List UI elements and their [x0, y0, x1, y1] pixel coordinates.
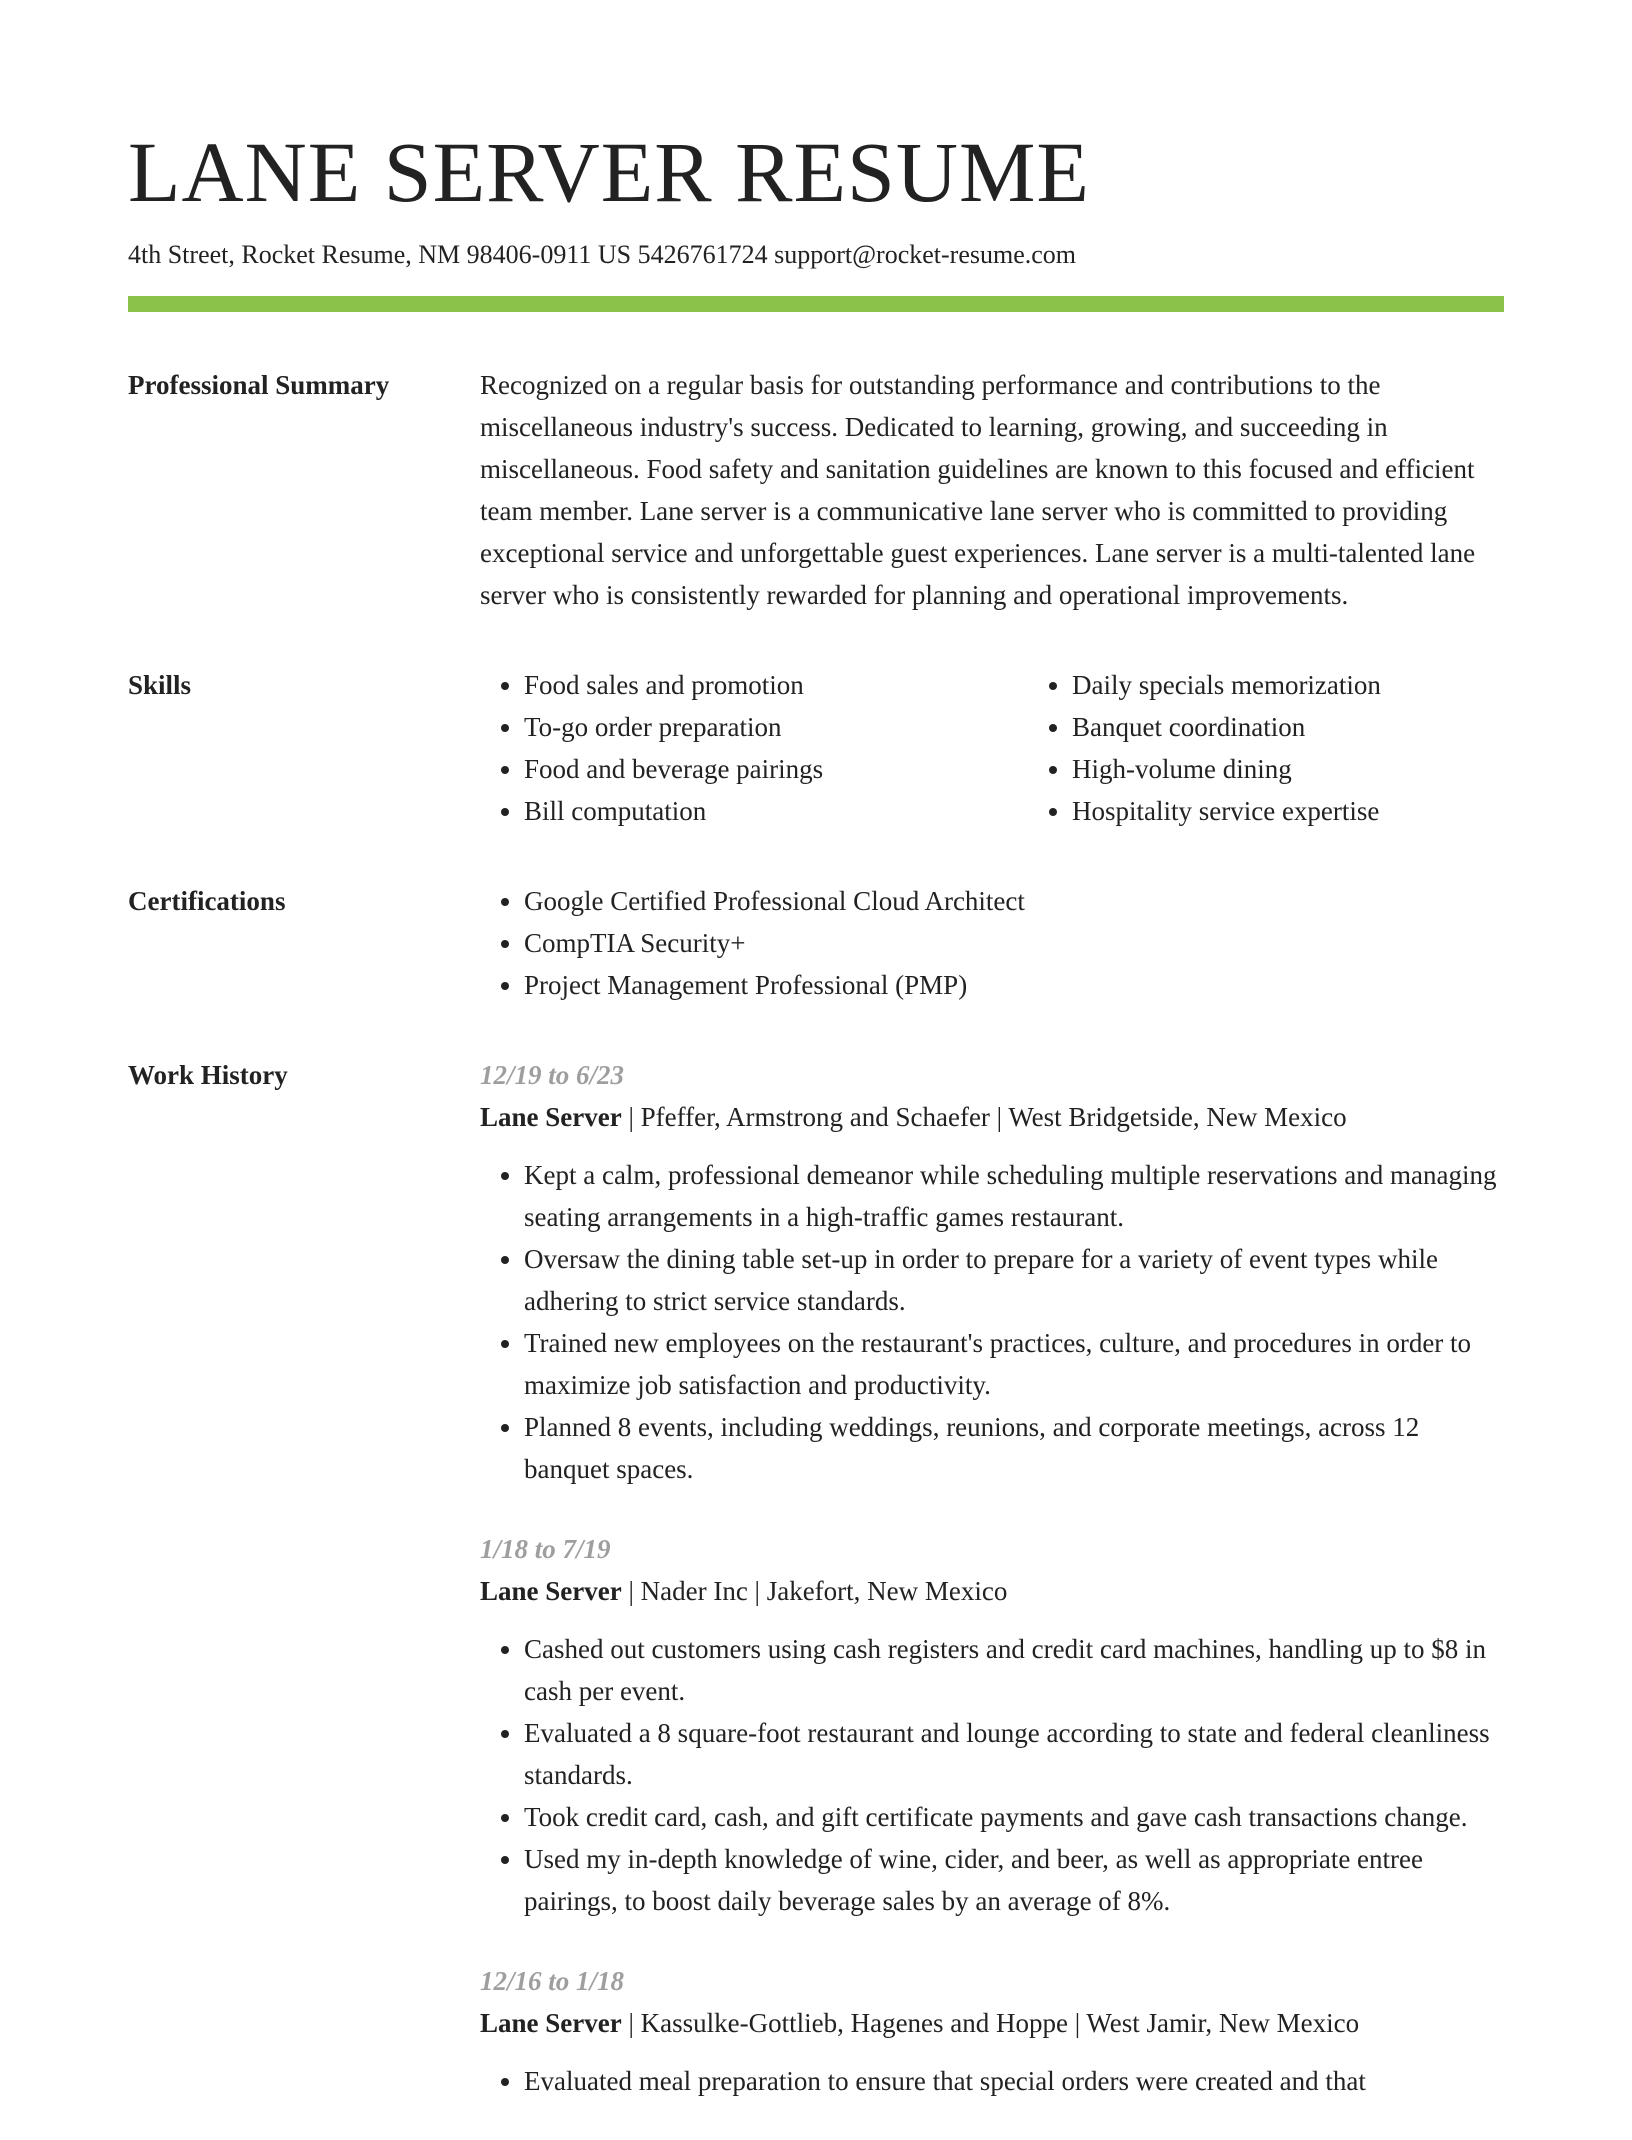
summary-text: Recognized on a regular basis for outstanding performance and contributions to the miscellaneous industry's success. Dedicated to learning, growing, and succeeding in miscellaneous. Food safety and sanitation guidelines are known to this focused and efficient team member. Lane server is a communicative lane server who is committed to providing exceptional service and unforgettable guest experiences. Lane server is a multi-talented lane server who is consistently rewarded for planning and operational improvements. — [480, 370, 1476, 610]
job-title-line — [480, 2002, 1504, 2044]
skill-item: • Daily specials memorization — [1072, 664, 1576, 706]
job-title: Lane Server — [480, 2008, 622, 2038]
job-title: Lane Server — [480, 1102, 622, 1132]
job-bullet: • Cashed out customers using cash registers and credit card machines, handling up to $8 in cash per event. — [524, 1628, 1504, 1712]
job-details: | Pfeffer, Armstrong and Schaefer | West Bridgetside, New Mexico — [621, 1102, 1347, 1132]
resume-page — [128, 0, 1504, 2140]
certification-item: • CompTIA Security+ — [524, 922, 1504, 964]
skill-item: • High-volume dining — [1072, 748, 1576, 790]
job-title-line — [480, 1096, 1504, 1138]
job-bullet: • Evaluated meal preparation to ensure that special orders were created and that — [524, 2060, 1504, 2102]
job-details: | Nader Inc | Jakefort, New Mexico — [621, 1576, 1008, 1606]
certifications-list — [480, 880, 1504, 1006]
certification-item: • Project Management Professional (PMP) — [524, 964, 1504, 1006]
job-bullets — [480, 1154, 1504, 1490]
skill-item: • Banquet coordination — [1072, 706, 1576, 748]
skills-list-right — [1028, 664, 1576, 832]
job-bullet: • Kept a calm, professional demeanor while scheduling multiple reservations and managing seating arrangements in a high-traffic games restaurant. — [524, 1154, 1504, 1238]
job-entry — [480, 1054, 1504, 1490]
section-label-work-history: Work History — [128, 1060, 288, 1090]
job-title: Lane Server — [480, 1576, 622, 1606]
skill-item: • Bill computation — [524, 790, 1028, 832]
job-entry — [480, 1528, 1504, 1922]
job-bullets — [480, 2060, 1504, 2102]
contact-info: 4th Street, Rocket Resume, NM 98406-0911 US 5426761724 support@rocket-resume.com — [128, 240, 1077, 269]
job-bullet: • Used my in-depth knowledge of wine, cider, and beer, as well as appropriate entree pairings, to boost daily beverage sales by an average of 8%. — [524, 1838, 1504, 1922]
job-dates: 12/19 to 6/23 — [480, 1060, 625, 1090]
header-divider — [128, 296, 1504, 312]
job-dates: 1/18 to 7/19 — [480, 1534, 611, 1564]
certifications-section — [128, 880, 1504, 1006]
skill-item: • Hospitality service expertise — [1072, 790, 1576, 832]
job-bullet: • Took credit card, cash, and gift certificate payments and gave cash transactions change. — [524, 1796, 1504, 1838]
work-history-section — [128, 1054, 1504, 2140]
skill-item: • Food sales and promotion — [524, 664, 1028, 706]
skill-item: • Food and beverage pairings — [524, 748, 1028, 790]
job-title-line — [480, 1570, 1504, 1612]
certification-item: • Google Certified Professional Cloud Architect — [524, 880, 1504, 922]
summary-section — [128, 364, 1504, 616]
job-bullet: • Oversaw the dining table set-up in order to prepare for a variety of event types while adhering to strict service standards. — [524, 1238, 1504, 1322]
job-bullets — [480, 1628, 1504, 1922]
section-label-summary: Professional Summary — [128, 370, 390, 400]
section-label-skills: Skills — [128, 670, 192, 700]
job-details: | Kassulke-Gottlieb, Hagenes and Hoppe | West Jamir, New Mexico — [621, 2008, 1360, 2038]
section-label-certifications: Certifications — [128, 886, 286, 916]
skills-list-left — [480, 664, 1028, 832]
skills-section — [128, 664, 1504, 832]
skill-item: • To-go order preparation — [524, 706, 1028, 748]
job-bullet: • Trained new employees on the restaurant's practices, culture, and procedures in order to maximize job satisfaction and productivity. — [524, 1322, 1504, 1406]
job-entry — [480, 1960, 1504, 2102]
resume-title: LANE SERVER RESUME — [128, 124, 1090, 220]
job-bullet: • Evaluated a 8 square-foot restaurant and lounge according to state and federal cleanliness standards. — [524, 1712, 1504, 1796]
job-dates: 12/16 to 1/18 — [480, 1966, 625, 1996]
job-bullet: • Planned 8 events, including weddings, reunions, and corporate meetings, across 12 banquet spaces. — [524, 1406, 1504, 1490]
